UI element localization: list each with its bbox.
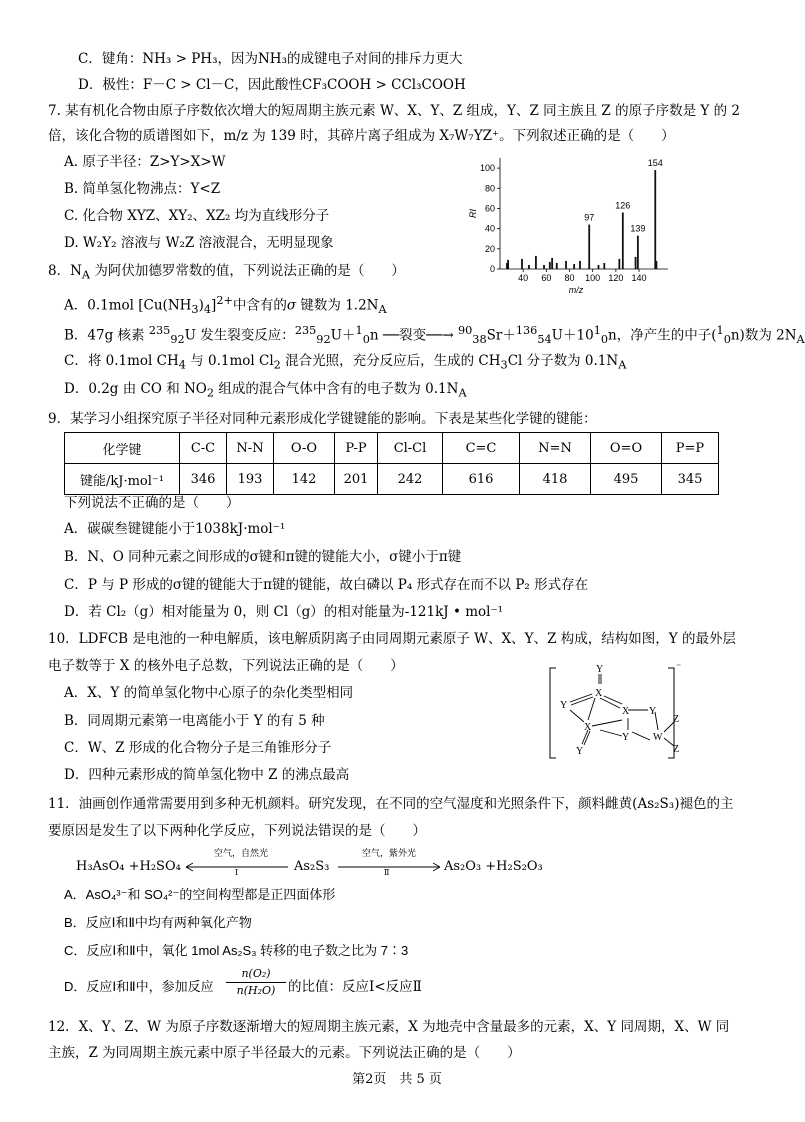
table-header-cell: N-N (227, 433, 274, 464)
q11-option-b: B．反应Ⅰ和Ⅱ中均有两种氧化产物 (64, 915, 252, 930)
table-header-cell: P-P (335, 433, 378, 464)
q10-stem-line2: 电子数等于 X 的核外电子总数，下列说法正确的是（ ） (48, 658, 404, 674)
spectrum-peak (543, 265, 545, 269)
atom-x: X (584, 722, 592, 733)
atom-z: Z (673, 714, 680, 725)
q11-stem-line2: 要原因是发生了以下两种化学反应，下列说法错误的是（ ） (48, 823, 426, 839)
fraction (226, 966, 286, 999)
q11-option-c: C．反应Ⅰ和Ⅱ中，氧化 1mol As₂S₃ 转移的电子数之比为 7∶3 (64, 943, 409, 958)
peak-label: 97 (584, 212, 595, 223)
peak-label: 139 (630, 223, 646, 234)
q7-option-c: C. 化合物 XYZ、XY₂、XZ₂ 均为直线形分子 (64, 208, 330, 224)
q11-stem-line1: 11．油画创作通常需要用到多种无机颜料。研究发现，在不同的空气湿度和光照条件下，颜料雌黄(As₂S₃)褪色的主 (48, 796, 734, 812)
y-axis-label: RI (468, 209, 478, 218)
atom-x: X (595, 688, 603, 699)
q12-stem-line2: 主族，Z 为同周期主族元素中原子半径最大的元素。下列说法正确的是（ ） (48, 1045, 521, 1061)
eq-num1: Ⅰ (235, 868, 239, 877)
peak-label: 126 (615, 200, 631, 211)
table-cell: 616 (443, 464, 520, 495)
table-header-cell: C-C (180, 433, 227, 464)
reaction-equation (76, 848, 543, 878)
q8-option-a: A．0.1mol $[Cu(NH_3)_4]^{2+}$中含有的σ 键数为 $1.2N_A$ (64, 294, 387, 317)
q9-option-a: A．碳碳叁键键能小于1038kJ·mol⁻¹ (64, 521, 286, 537)
q9-stem: 9．某学习小组探究原子半径对同种元素形成化学键键能的影响。下表是某些化学键的键能： (48, 411, 597, 427)
y-tick-label: 60 (484, 203, 495, 214)
table-cell: 345 (662, 464, 719, 495)
q8-option-b: B．47g 核素 $^{235}_{92}$U 发生裂变反应：$^{235}_{92}$U＋$^1_0$n ──裂变──→ $^{90}_{38}Sr+^{136}_{54}U+10^1_0n$，净产生的中子($^1_0$n)数为 $2N_A$ (64, 324, 805, 347)
spectrum-peak (565, 261, 567, 269)
atom-y: Y (576, 746, 584, 757)
page-footer: 第2页 共 5 页 (352, 1072, 442, 1087)
x-tick-label: 100 (585, 273, 601, 283)
spectrum-peak (637, 236, 639, 269)
q7-stem-line2: 倍，该化合物的质谱图如下，m/z 为 139 时，其碎片离子组成为 X₇W₇YZ⁺。下列叙述正确的是（ ） (48, 128, 675, 144)
q10-option-b: B．同周期元素第一电离能小于 Y 的有 5 种 (64, 713, 325, 729)
eq-cond2: 空气，紫外光 (362, 849, 417, 859)
q11-option-d-post: 的比值：反应Ⅰ<反应Ⅱ (288, 979, 422, 995)
q7-option-b: B. 简单氢化物沸点：Y<Z (64, 181, 221, 197)
q9-option-d: D．若 Cl₂（g）相对能量为 0，则 Cl（g）的相对能量为-121kJ • mol⁻¹ (64, 604, 504, 620)
eq-right: As₂O₃ +H₂S₂O₃ (444, 859, 543, 874)
option-d-prev: D．极性：F－C > Cl－C，因此酸性CF₃COOH > CCl₃COOH (78, 77, 466, 93)
y-tick-label: 40 (484, 223, 495, 234)
spectrum-peak (618, 259, 620, 269)
spectrum-peak (635, 257, 637, 269)
spectrum-peak (549, 262, 551, 269)
x-tick-label: 80 (564, 273, 575, 283)
x-axis-label: m/z (568, 285, 584, 295)
q7-option-a: A. 原子半径：Z>Y>X>W (64, 154, 226, 170)
table-header-cell: P=P (662, 433, 719, 464)
q8-option-d: D．0.2g 由 CO 和 $NO_2$ 组成的混合气体中含有的电子数为 $0.1N_A$ (64, 381, 467, 400)
spectrum-peak (507, 260, 509, 269)
y-tick-label: 20 (484, 243, 495, 254)
spectrum-peak (573, 264, 575, 269)
spectrum-peak (521, 259, 523, 269)
spectrum-peak (598, 265, 600, 269)
q9-option-c: C．P 与 P 形成的σ键的键能大于π键的键能，故白磷以 P₄ 形式存在而不以 P₂ 形式存在 (64, 577, 589, 593)
q10-option-d: D．四种元素形成的简单氢化物中 Z 的沸点最高 (64, 767, 350, 783)
spectrum-peak (603, 263, 605, 269)
q12-stem-line1: 12．X、Y、Z、W 为原子序数逐渐增大的短周期主族元素，X 为地壳中含量最多的元素，X、Y 同周期，X、W 同 (48, 1019, 730, 1035)
q11-option-d (64, 966, 564, 1006)
spectrum-peak (656, 261, 658, 269)
table-row-label: 键能/kJ·mol⁻¹ (65, 464, 180, 495)
table-header-row (65, 433, 719, 464)
table-header-cell: O-O (274, 433, 335, 464)
fraction-numerator: n(O₂) (226, 966, 286, 983)
atom-w: W (653, 732, 663, 743)
q9-ask: 下列说法不正确的是（ ） (64, 495, 240, 511)
q9-option-b: B．N、O 同种元素之间形成的σ键和π键的键能大小，σ键小于π键 (64, 549, 462, 565)
mass-spectrum-chart (466, 152, 676, 297)
q10-option-c: C．W、Z 形成的化合物分子是三角锥形分子 (64, 740, 332, 756)
spectrum-peak (622, 212, 624, 269)
ldfcb-anion-structure (540, 660, 690, 765)
eq-num2: Ⅱ (384, 868, 390, 877)
eq-cond1: 空气，自然光 (214, 849, 269, 859)
bond-energy-table (64, 432, 719, 495)
spectrum-peak (579, 261, 581, 269)
table-cell: 142 (274, 464, 335, 495)
table-cell: 201 (335, 464, 378, 495)
q10-stem-line1: 10．LDFCB 是电池的一种电解质，该电解质阴离子由同周期元素原子 W、X、Y、Z 构成，结构如图，Y 的最外层 (48, 631, 736, 647)
q7-option-d: D. W₂Y₂ 溶液与 W₂Z 溶液混合，无明显现象 (64, 235, 334, 251)
table-cell: 242 (378, 464, 443, 495)
x-tick-label: 60 (541, 273, 552, 283)
atom-x: X (622, 706, 630, 717)
table-cell: 346 (180, 464, 227, 495)
table-cell: 418 (520, 464, 591, 495)
spectrum-peak (551, 258, 553, 269)
atom-z: Z (673, 744, 680, 755)
atom-y: Y (596, 664, 604, 675)
q8-option-c: C．将 0.1mol $CH_4$ 与 0.1mol $Cl_2$ 混合光照，充分反应后，生成的 $CH_3Cl$ 分子数为 $0.1N_A$ (64, 353, 627, 372)
table-header-cell: Cl-Cl (378, 433, 443, 464)
eq-mid: As₂S₃ (294, 859, 330, 874)
y-tick-label: 0 (489, 264, 495, 274)
charge-label: ⁻ (676, 662, 682, 673)
table-header-cell: 化学键 (65, 433, 180, 464)
fraction-denominator: n(H₂O) (236, 984, 276, 997)
q8-stem: 8．$N_A$ 为阿伏加德罗常数的值，下列说法正确的是（ ） (48, 263, 405, 282)
spectrum-peak (535, 256, 537, 269)
table-header-cell: O=O (591, 433, 662, 464)
table-header-cell: N=N (520, 433, 591, 464)
atom-y: Y (560, 700, 568, 711)
table-row (65, 464, 719, 495)
eq-left: H₃AsO₄ +H₂SO₄ (76, 859, 181, 874)
q7-stem-line1: 7. 某有机化合物由原子序数依次增大的短周期主族元素 W、X、Y、Z 组成，Y、Z 同主族且 Z 的原子序数是 Y 的 2 (48, 103, 740, 119)
spectrum-peak (528, 265, 530, 269)
peak-label: 154 (647, 158, 663, 169)
x-tick-label: 120 (608, 273, 624, 283)
spectrum-peak (654, 170, 656, 269)
y-tick-label: 80 (484, 183, 495, 194)
spectrum-peak (588, 225, 590, 269)
atom-y: Y (622, 732, 630, 743)
q11-option-d-pre: D．反应Ⅰ和Ⅱ中，参加反应 (64, 979, 214, 994)
x-tick-label: 40 (518, 273, 529, 283)
table-cell: 495 (591, 464, 662, 495)
option-c-prev: C．键角：NH₃ > PH₃，因为NH₃的成键电子对间的排斥力更大 (78, 51, 463, 67)
spectrum-peak (556, 263, 558, 269)
q11-option-a: A．AsO₄³⁻和 SO₄²⁻的空间构型都是正四面体形 (64, 887, 336, 902)
q10-option-a: A．X、Y 的简单氢化物中心原子的杂化类型相同 (64, 685, 354, 701)
atom-y: Y (649, 706, 657, 717)
table-header-cell: C=C (443, 433, 520, 464)
x-tick-label: 140 (631, 273, 647, 283)
table-cell: 193 (227, 464, 274, 495)
y-tick-label: 100 (479, 163, 495, 174)
